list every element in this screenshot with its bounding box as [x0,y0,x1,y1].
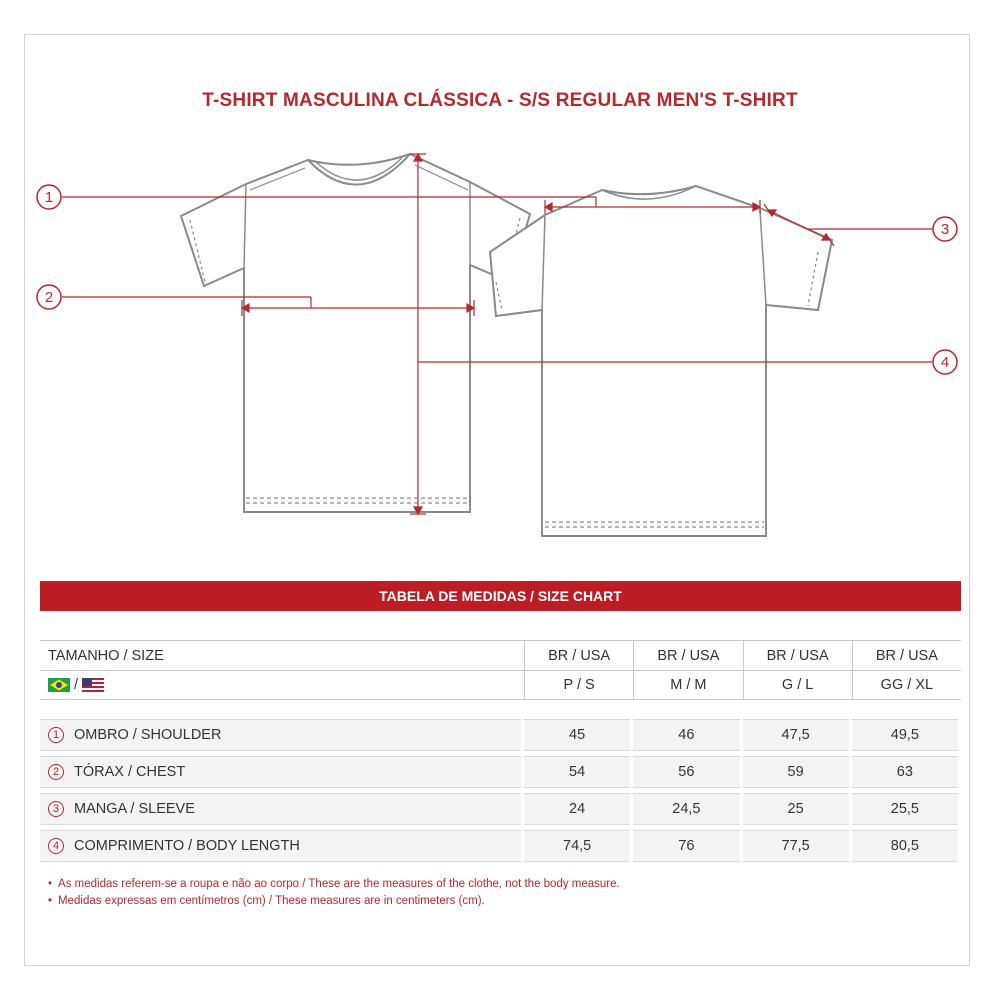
table-cell: 74,5 [524,830,630,862]
table-cell: 63 [852,756,958,788]
table-cell: 56 [633,756,739,788]
table-cell: 80,5 [852,830,958,862]
table-cell: 46 [633,719,739,751]
number-2-icon: 2 [48,764,64,780]
table-row [40,830,961,862]
size-chart-banner: TABELA DE MEDIDAS / SIZE CHART [40,581,961,611]
callout-1-label: 1 [44,189,54,206]
table-cell: 24 [524,793,630,825]
callout-4-label: 4 [940,354,950,371]
size-chart-table [40,640,961,862]
footnote [48,893,620,910]
footnotes [48,876,620,910]
number-3-icon: 3 [48,801,64,817]
callout-3-label: 3 [940,221,950,238]
row-label [40,830,521,862]
callout-4 [933,350,957,374]
table-cell: 45 [524,719,630,751]
bullet-icon: • [48,878,53,890]
footnote-text: As medidas referem-se a roupa e não ao corpo / These are the measures of the clothe, not the body measure. [58,878,620,890]
column-region: BR / USA [633,641,742,670]
table-cell: 77,5 [743,830,849,862]
table-cell: 25,5 [852,793,958,825]
row-label-text: OMBRO / SHOULDER [74,727,222,743]
table-cell: 24,5 [633,793,739,825]
row-label-text: COMPRIMENTO / BODY LENGTH [74,838,300,854]
row-label [40,793,521,825]
row-label-text: TÓRAX / CHEST [74,764,186,780]
column-region: BR / USA [743,641,852,670]
back-tshirt [490,186,832,536]
table-size-row [40,670,961,700]
number-4-icon: 4 [48,838,64,854]
table-header-row [40,640,961,670]
brazil-flag-icon [48,678,70,692]
table-cell: 54 [524,756,630,788]
bullet-icon: • [48,895,53,907]
column-size: GG / XL [852,671,961,699]
page-title: T-SHIRT MASCULINA CLÁSSICA - S/S REGULAR MEN'S T-SHIRT [202,90,798,111]
column-region: BR / USA [524,641,633,670]
table-row [40,756,961,788]
table-cell: 59 [743,756,849,788]
column-region: BR / USA [852,641,961,670]
footnote-text: Medidas expressas em centímetros (cm) / These measures are in centimeters (cm). [58,895,485,907]
usa-flag-icon [82,678,104,692]
table-row [40,793,961,825]
table-cell: 49,5 [852,719,958,751]
row-label-text: MANGA / SLEEVE [74,801,195,817]
callout-1 [37,185,61,209]
callout-2 [37,285,61,309]
number-1-icon: 1 [48,727,64,743]
column-size: G / L [743,671,852,699]
callout-2-label: 2 [44,289,54,306]
column-size: P / S [524,671,633,699]
column-size: M / M [633,671,742,699]
front-tshirt [181,154,530,512]
table-cell: 47,5 [743,719,849,751]
footnote [48,876,620,893]
flag-separator: / [74,677,79,693]
row-label [40,756,521,788]
table-cell: 76 [633,830,739,862]
size-header-label: TAMANHO / SIZE [48,647,164,664]
table-cell: 25 [743,793,849,825]
table-row [40,719,961,751]
row-label [40,719,521,751]
callout-3 [933,217,957,241]
flags [40,671,524,699]
